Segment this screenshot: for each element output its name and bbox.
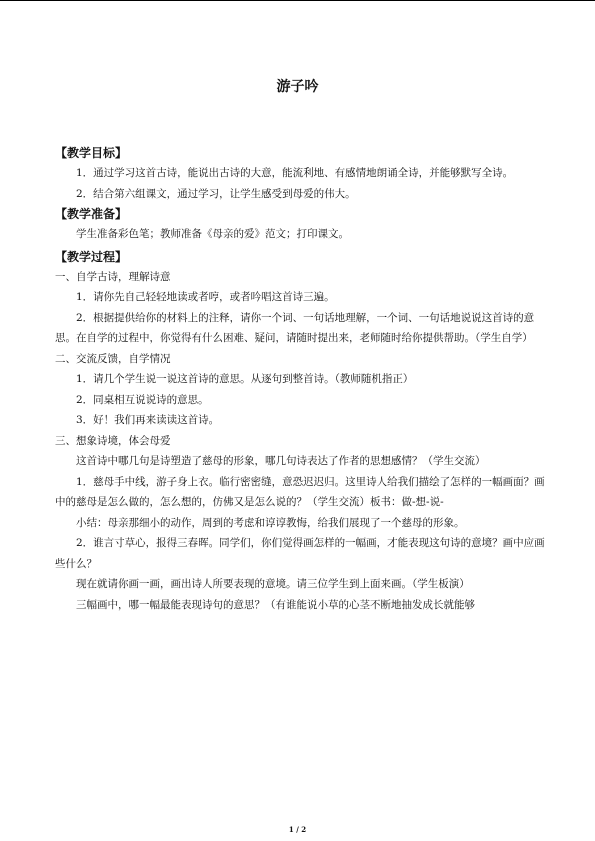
- process-part3-paragraph-6: 三幅画中，哪一幅最能表现诗句的意思？（有谁能说小草的心茎不断地抽发成长就能够: [76, 598, 475, 611]
- preparation-text: 学生准备彩色笔；教师准备《母亲的爱》范文；打印课文。: [76, 228, 349, 240]
- document-title: 游子吟: [276, 79, 319, 95]
- process-part1-item-1: 1．请你先自己轻轻地读或者哼，或者吟唱这首诗三遍。: [76, 291, 335, 303]
- process-part2-title: 二、交流反馈，自学情况: [55, 352, 171, 365]
- goal-item-2: 2．结合第六组课文，通过学习，让学生感受到母爱的伟大。: [76, 187, 356, 200]
- process-part1-item-2: 2．根据提供给你的材料上的注释，请你一个词、一句话地理解，一个词、一句话地说说这首诗的意思。在自学的过程中，你觉得有什么困难、疑问，请随时提出来，老师随时给你提供帮助。（学生自学）: [55, 311, 535, 344]
- process-part2-item-3: 3．好！我们再来读读这首诗。: [76, 414, 220, 426]
- top-border-line: [0, 0, 595, 1]
- process-part3-paragraph-1: 这首诗中哪几句是诗塑造了慈母的形象，哪几句诗表达了作者的思想感情？（学生交流）: [76, 455, 486, 467]
- goal-item-1: 1．通过学习这首古诗，能说出古诗的大意，能流利地、有感情地朗诵全诗，并能够默写全诗。: [76, 167, 514, 179]
- section-heading-process: 【教学过程】: [55, 249, 128, 264]
- process-part3-paragraph-4: 2．谁言寸草心，报得三春晖。同学们，你们觉得画怎样的一幅画，才能表现这句诗的意境？画中应画些什么？: [55, 537, 545, 570]
- process-part1-title: 一、自学古诗，理解诗意: [55, 270, 171, 283]
- section-heading-goals: 【教学目标】: [55, 146, 128, 160]
- process-part2-item-1: 1．请几个学生说一说这首诗的意思。从逐句到整首诗。（教师随机指正）: [76, 373, 414, 385]
- process-part3-paragraph-2: 1．慈母手中线，游子身上衣。临行密密缝，意恐迟迟归。这里诗人给我们描绘了怎样的一幅画面？画中的慈母是怎么做的，怎么想的，仿佛又是怎么说的？（学生交流）板书：做-想-说-: [55, 475, 545, 508]
- process-part3-title: 三、想象诗境，体会母爱: [55, 434, 171, 447]
- process-part3-paragraph-3: 小结：母亲那细小的动作，周到的考虑和谆谆教悔，给我们展现了一个慈母的形象。: [76, 516, 465, 529]
- page-number: 1 / 2: [288, 825, 307, 834]
- section-heading-preparation: 【教学准备】: [55, 207, 128, 221]
- process-part3-paragraph-5: 现在就请你画一画，画出诗人所要表现的意境。请三位学生到上面来画。（学生板演）: [76, 578, 470, 590]
- document-body: [55, 143, 545, 615]
- process-part2-item-2: 2．同桌相互说说诗的意思。: [76, 393, 209, 406]
